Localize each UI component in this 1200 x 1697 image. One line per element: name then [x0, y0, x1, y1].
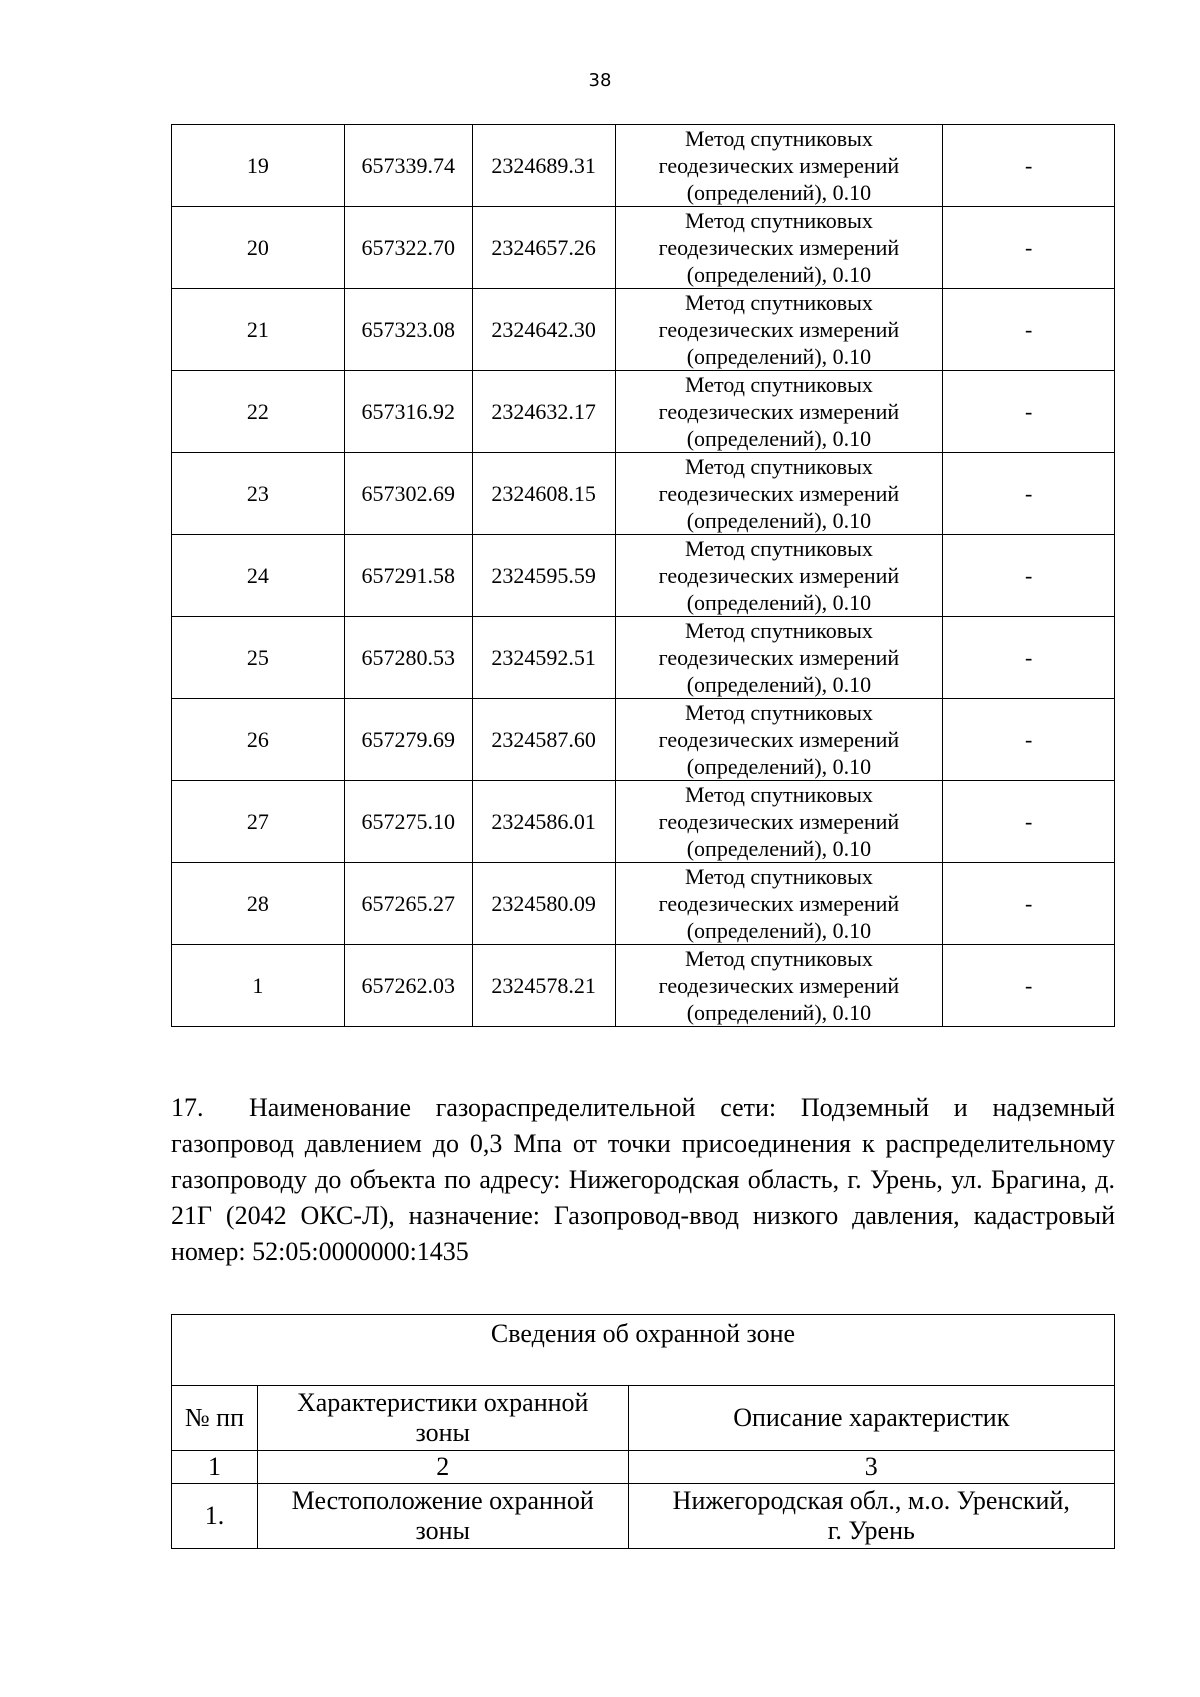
column-index: 1 [172, 1451, 258, 1484]
point-number: 20 [172, 207, 345, 289]
method-line: Метод спутниковых [685, 700, 873, 725]
method-cell [615, 617, 943, 699]
table-row [172, 125, 1115, 207]
method-line: геодезических измерений [658, 891, 900, 916]
point-number: 22 [172, 371, 345, 453]
point-number: 21 [172, 289, 345, 371]
table-row [172, 781, 1115, 863]
column-index: 3 [628, 1451, 1114, 1484]
point-number: 19 [172, 125, 345, 207]
method-line: геодезических измерений [658, 727, 900, 752]
method-line: Метод спутниковых [685, 864, 873, 889]
method-line: (определений), 0.10 [686, 836, 872, 861]
y-coordinate: 2324632.17 [472, 371, 615, 453]
column-header-number: № пп [172, 1386, 258, 1451]
method-line: (определений), 0.10 [686, 754, 872, 779]
table-row [172, 863, 1115, 945]
method-cell [615, 699, 943, 781]
cell-line: г. Урень [827, 1516, 915, 1545]
method-cell [615, 289, 943, 371]
method-line: геодезических измерений [658, 645, 900, 670]
y-coordinate: 2324608.15 [472, 453, 615, 535]
zone-table-title: Сведения об охранной зоне [172, 1315, 1115, 1386]
x-coordinate: 657265.27 [344, 863, 472, 945]
method-cell [615, 535, 943, 617]
y-coordinate: 2324642.30 [472, 289, 615, 371]
point-number: 27 [172, 781, 345, 863]
x-coordinate: 657322.70 [344, 207, 472, 289]
point-number: 28 [172, 863, 345, 945]
y-coordinate: 2324657.26 [472, 207, 615, 289]
x-coordinate: 657262.03 [344, 945, 472, 1027]
column-header-description: Описание характеристик [628, 1386, 1114, 1451]
method-line: (определений), 0.10 [686, 344, 872, 369]
table-row [172, 289, 1115, 371]
cell-line: Нижегородская обл., м.о. Уренский, [672, 1486, 1070, 1515]
table-row [172, 453, 1115, 535]
method-cell [615, 945, 943, 1027]
y-coordinate: 2324578.21 [472, 945, 615, 1027]
description-cell [628, 1484, 1114, 1549]
note-cell: - [943, 371, 1115, 453]
method-line: геодезических измерений [658, 399, 900, 424]
characteristic-cell [257, 1484, 628, 1549]
column-index: 2 [257, 1451, 628, 1484]
method-cell [615, 125, 943, 207]
x-coordinate: 657275.10 [344, 781, 472, 863]
cell-line: зоны [415, 1516, 470, 1545]
column-index-row [172, 1451, 1115, 1484]
point-number: 24 [172, 535, 345, 617]
y-coordinate: 2324689.31 [472, 125, 615, 207]
header-line: зоны [415, 1418, 470, 1447]
column-header-characteristics [257, 1386, 628, 1451]
y-coordinate: 2324592.51 [472, 617, 615, 699]
x-coordinate: 657316.92 [344, 371, 472, 453]
method-line: (определений), 0.10 [686, 426, 872, 451]
note-cell: - [943, 617, 1115, 699]
x-coordinate: 657279.69 [344, 699, 472, 781]
row-number: 1. [172, 1484, 258, 1549]
table-row [172, 699, 1115, 781]
method-line: Метод спутниковых [685, 782, 873, 807]
method-cell [615, 863, 943, 945]
x-coordinate: 657302.69 [344, 453, 472, 535]
table-row [172, 1484, 1115, 1549]
note-cell: - [943, 781, 1115, 863]
note-cell: - [943, 945, 1115, 1027]
method-line: Метод спутниковых [685, 126, 873, 151]
method-line: геодезических измерений [658, 317, 900, 342]
y-coordinate: 2324586.01 [472, 781, 615, 863]
note-cell: - [943, 289, 1115, 371]
x-coordinate: 657339.74 [344, 125, 472, 207]
cell-line: Местоположение охранной [291, 1486, 594, 1515]
section-number: 17. [171, 1093, 204, 1122]
y-coordinate: 2324587.60 [472, 699, 615, 781]
method-line: (определений), 0.10 [686, 180, 872, 205]
point-number: 1 [172, 945, 345, 1027]
note-cell: - [943, 453, 1115, 535]
note-cell: - [943, 863, 1115, 945]
method-line: геодезических измерений [658, 563, 900, 588]
table-row [172, 945, 1115, 1027]
method-line: геодезических измерений [658, 481, 900, 506]
x-coordinate: 657280.53 [344, 617, 472, 699]
method-line: (определений), 0.10 [686, 1000, 872, 1025]
method-line: (определений), 0.10 [686, 508, 872, 533]
method-line: Метод спутниковых [685, 208, 873, 233]
method-line: Метод спутниковых [685, 290, 873, 315]
section-paragraph [171, 1090, 1115, 1270]
table-row [172, 371, 1115, 453]
method-line: Метод спутниковых [685, 946, 873, 971]
page-number: 38 [588, 70, 612, 91]
x-coordinate: 657323.08 [344, 289, 472, 371]
note-cell: - [943, 699, 1115, 781]
table-row [172, 617, 1115, 699]
header-line: Характеристики охранной [296, 1388, 589, 1417]
method-cell [615, 453, 943, 535]
method-line: (определений), 0.10 [686, 262, 872, 287]
note-cell: - [943, 207, 1115, 289]
point-number: 26 [172, 699, 345, 781]
method-line: (определений), 0.10 [686, 672, 872, 697]
table-row [172, 207, 1115, 289]
note-cell: - [943, 125, 1115, 207]
x-coordinate: 657291.58 [344, 535, 472, 617]
coordinates-table [171, 124, 1115, 1027]
method-line: Метод спутниковых [685, 372, 873, 397]
method-line: геодезических измерений [658, 235, 900, 260]
table-row [172, 535, 1115, 617]
point-number: 23 [172, 453, 345, 535]
protection-zone-table [171, 1314, 1115, 1549]
method-line: геодезических измерений [658, 809, 900, 834]
point-number: 25 [172, 617, 345, 699]
method-line: Метод спутниковых [685, 536, 873, 561]
method-line: (определений), 0.10 [686, 590, 872, 615]
method-line: геодезических измерений [658, 153, 900, 178]
method-line: геодезических измерений [658, 973, 900, 998]
method-line: Метод спутниковых [685, 454, 873, 479]
method-cell [615, 371, 943, 453]
method-cell [615, 781, 943, 863]
table-header-row [172, 1386, 1115, 1451]
method-cell [615, 207, 943, 289]
y-coordinate: 2324580.09 [472, 863, 615, 945]
method-line: (определений), 0.10 [686, 918, 872, 943]
y-coordinate: 2324595.59 [472, 535, 615, 617]
section-text: Наименование газораспределительной сети: Подземный и надземный газопровод давлением до 0,3 Мпа от точки присоединения к распределительному газопроводу до объекта по адресу: Нижегородская область, г. Урень, ул. Брагина, д. 21Г (2042 ОКС-Л), назначение: Газопровод-ввод низкого давления, кадастровый номер: 52:05:0000000:1435 [171, 1093, 1115, 1266]
method-line: Метод спутниковых [685, 618, 873, 643]
note-cell: - [943, 535, 1115, 617]
